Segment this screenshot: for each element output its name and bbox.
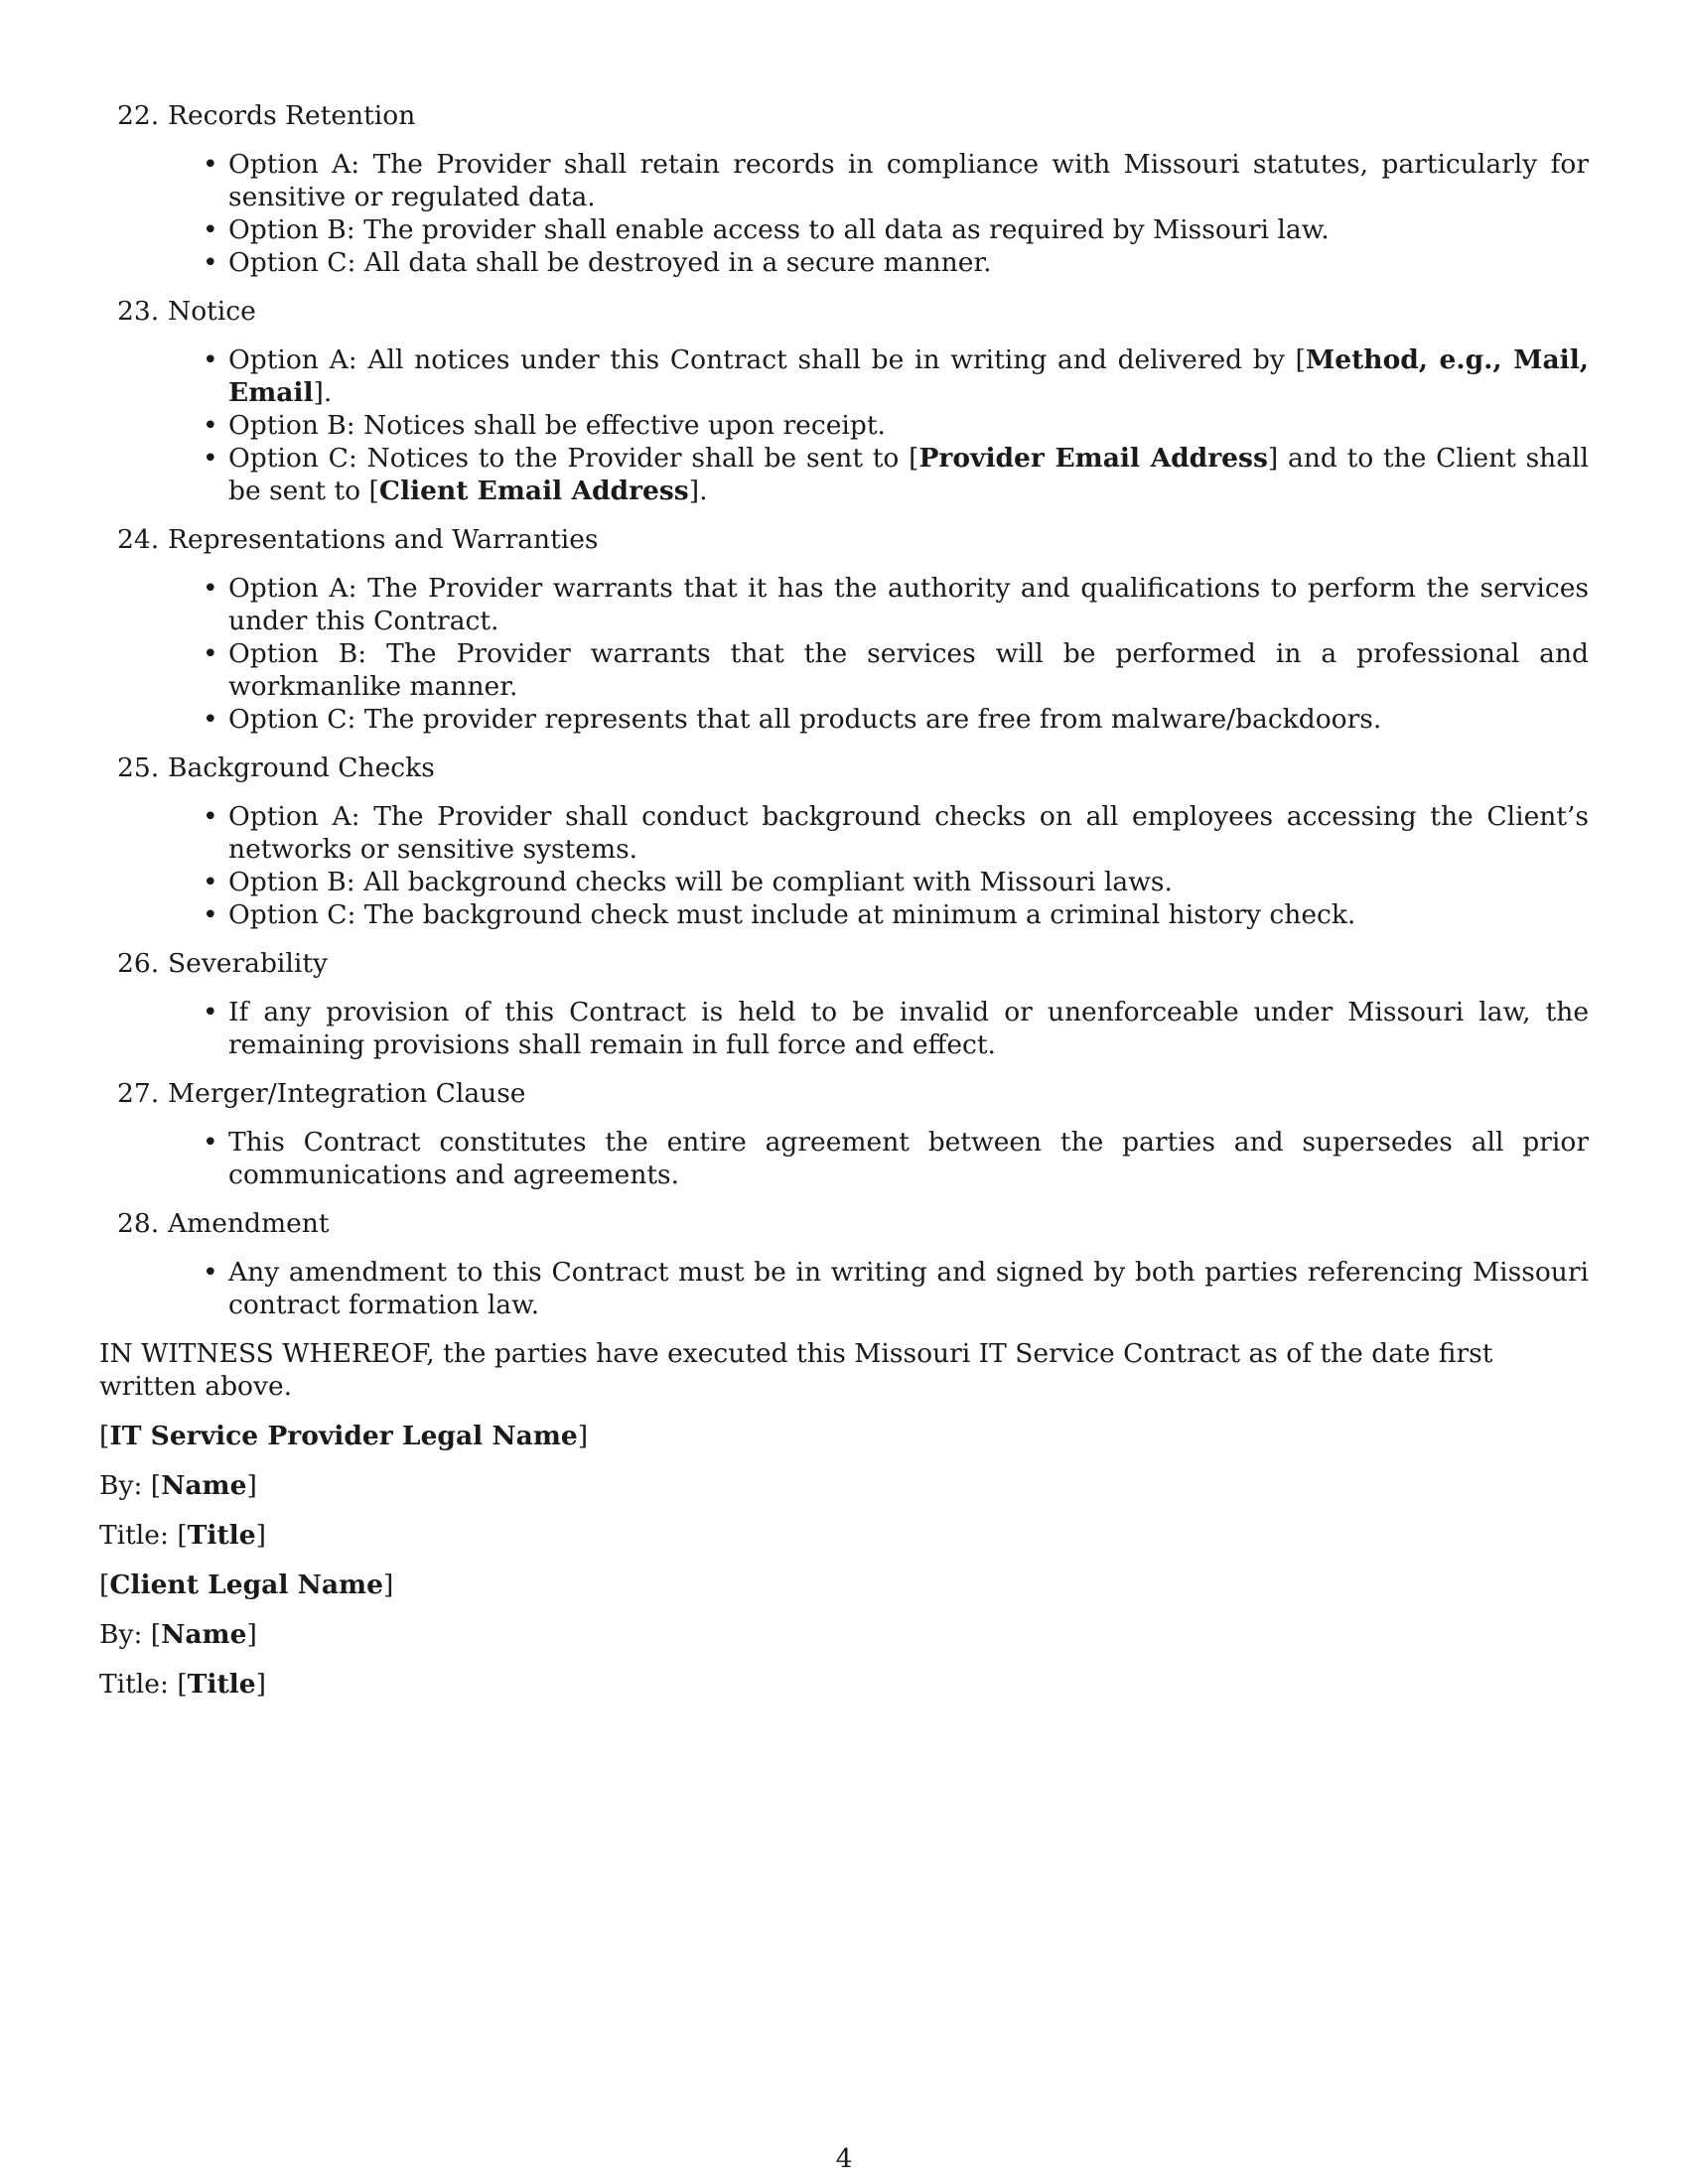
client-signer-title: Title: [Title] xyxy=(99,1669,266,1700)
section-heading xyxy=(99,295,1589,328)
section-title: Severability xyxy=(168,948,328,979)
section-merger xyxy=(99,1077,1589,1191)
list-item: • If any provision of this Contract is held to be invalid or unenforceable under Missouri law, the remaining provisions shall remain in full force and effect. xyxy=(203,997,1589,1060)
bullet-icon: • xyxy=(203,899,218,930)
section-heading xyxy=(99,751,1589,784)
bullet-icon: • xyxy=(203,149,218,180)
page-number: 4 xyxy=(835,2143,853,2174)
list-item: • This Contract constitutes the entire agreement between the parties and supersedes all prior communications and agreements. xyxy=(203,1127,1589,1190)
list-item: • Option A: The Provider shall conduct background checks on all employees accessing the Client’s networks or sensitive systems. xyxy=(203,801,1589,865)
bullet-icon: • xyxy=(203,247,218,278)
list-item: • Option B: All background checks will be compliant with Missouri laws. xyxy=(203,867,1173,897)
section-heading xyxy=(99,947,1589,980)
section-heading xyxy=(99,99,1589,132)
option-list xyxy=(99,572,1589,736)
bullet-icon: • xyxy=(203,638,218,669)
client-legal-name: [Client Legal Name] xyxy=(99,1570,394,1600)
list-item: • Option A: The Provider warrants that it has the authority and qualifications to perform the services under this Contract. xyxy=(203,573,1589,636)
section-title: Notice xyxy=(168,296,256,327)
section-heading xyxy=(99,1207,1589,1240)
list-item: • Option B: The Provider warrants that the services will be performed in a professional and workmanlike manner. xyxy=(203,638,1589,702)
section-title: Merger/Integration Clause xyxy=(168,1078,526,1109)
list-item: • Option A: The Provider shall retain records in compliance with Missouri statutes, particularly for sensitive or regulated data. xyxy=(203,149,1589,212)
option-list xyxy=(99,800,1589,931)
list-item: • Option C: All data shall be destroyed in a secure manner. xyxy=(203,247,992,278)
bullet-icon: • xyxy=(203,443,218,474)
option-list xyxy=(99,343,1589,507)
section-number: 27. xyxy=(117,1078,160,1109)
list-item: • Any amendment to this Contract must be in writing and signed by both parties referencing Missouri contract formation law. xyxy=(203,1257,1589,1320)
section-number: 28. xyxy=(117,1208,160,1239)
list-item: • Option A: All notices under this Contract shall be in writing and delivered by [Method, e.g., Mail, Email]. xyxy=(203,344,1590,408)
bullet-icon: • xyxy=(203,214,218,245)
section-number: 25. xyxy=(117,752,160,783)
section-amendment xyxy=(99,1207,1589,1321)
document-page xyxy=(99,99,1589,1717)
list-item: • Option C: Notices to the Provider shall be sent to [Provider Email Address] and to the Client shall be sent to [Client Email Address]. xyxy=(203,443,1589,506)
list-item: • Option B: Notices shall be effective upon receipt. xyxy=(203,410,886,441)
section-background-checks xyxy=(99,751,1589,931)
section-title: Background Checks xyxy=(168,752,435,783)
section-number: 24. xyxy=(117,524,160,555)
section-title: Records Retention xyxy=(168,100,416,131)
section-representations xyxy=(99,523,1589,736)
provider-signer-name: By: [Name] xyxy=(99,1470,257,1501)
section-number: 26. xyxy=(117,948,160,979)
section-records-retention xyxy=(99,99,1589,279)
bullet-icon: • xyxy=(203,344,218,375)
section-number: 22. xyxy=(117,100,160,131)
bullet-icon: • xyxy=(203,573,218,604)
placeholder-provider-email: Provider Email Address xyxy=(918,443,1268,474)
section-number: 23. xyxy=(117,296,160,327)
bullet-icon: • xyxy=(203,410,218,441)
provider-legal-name: [IT Service Provider Legal Name] xyxy=(99,1421,589,1451)
section-heading xyxy=(99,1077,1589,1110)
placeholder-client-email: Client Email Address xyxy=(378,476,689,506)
bullet-icon: • xyxy=(203,801,218,832)
bullet-icon: • xyxy=(203,997,218,1027)
section-heading xyxy=(99,523,1589,556)
section-severability xyxy=(99,947,1589,1061)
bullet-icon: • xyxy=(203,1127,218,1158)
witness-statement: IN WITNESS WHEREOF, the parties have executed this Missouri IT Service Contract as of the date first written above. xyxy=(99,1338,1493,1402)
bullet-icon: • xyxy=(203,704,218,735)
option-list xyxy=(99,148,1589,279)
bullet-icon: • xyxy=(203,1257,218,1288)
placeholder-method: Method, e.g., Mail, Email xyxy=(228,344,1590,408)
client-signer-name: By: [Name] xyxy=(99,1619,257,1650)
section-title: Amendment xyxy=(168,1208,330,1239)
list-item: • Option C: The provider represents that all products are free from malware/backdoors. xyxy=(203,704,1382,735)
section-notice xyxy=(99,295,1589,507)
provider-signer-title: Title: [Title] xyxy=(99,1520,266,1551)
option-list xyxy=(99,1126,1589,1191)
list-item: • Option C: The background check must include at minimum a criminal history check. xyxy=(203,899,1356,930)
option-list xyxy=(99,996,1589,1061)
option-list xyxy=(99,1256,1589,1321)
bullet-icon: • xyxy=(203,867,218,897)
list-item: • Option B: The provider shall enable access to all data as required by Missouri law. xyxy=(203,214,1330,245)
section-title: Representations and Warranties xyxy=(168,524,599,555)
